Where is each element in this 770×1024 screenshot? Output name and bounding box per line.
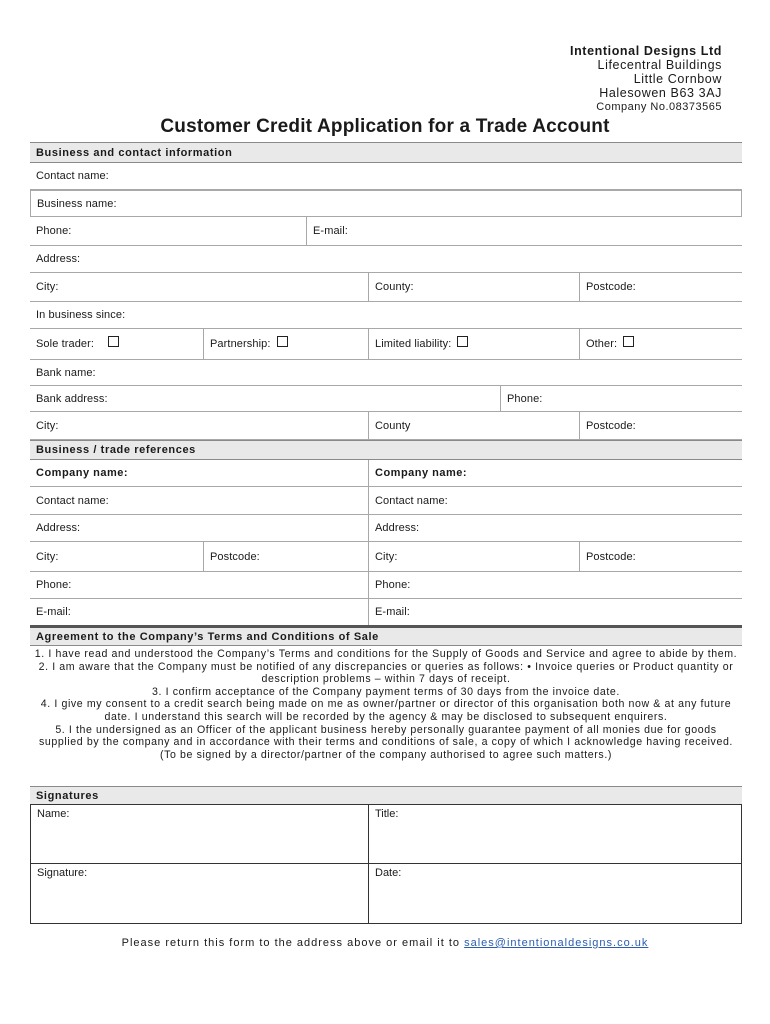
ref2-city[interactable]: City:	[368, 542, 579, 571]
business-name-row[interactable]	[30, 190, 742, 217]
ref1-postcode[interactable]: Postcode:	[203, 542, 368, 571]
limited-liability-checkbox[interactable]	[457, 336, 468, 347]
agreement-terms	[34, 648, 738, 761]
business-name-label: Business name:	[37, 197, 117, 210]
ref-company-row	[30, 460, 742, 487]
ref-phone-row	[30, 572, 742, 599]
address-label: Address:	[36, 253, 81, 265]
page-title: Customer Credit Application for a Trade Account	[160, 116, 610, 137]
address-line-3: Halesowen B63 3AJ	[599, 86, 722, 100]
ref1-email[interactable]: E-mail:	[36, 606, 71, 618]
footer-note	[0, 937, 770, 949]
address-line-2: Little Cornbow	[633, 72, 722, 86]
bank-postcode-field[interactable]: Postcode:	[579, 412, 742, 439]
limited-liability-option[interactable]	[368, 329, 579, 359]
agreement-section-header: Agreement to the Company’s Terms and Conditions of Sale	[30, 626, 742, 646]
bank-address-row	[30, 386, 742, 412]
other-option[interactable]	[579, 329, 742, 359]
signature-date-field[interactable]: Date:	[375, 867, 402, 879]
bank-city-field[interactable]: City:	[36, 419, 59, 432]
partnership-label: Partnership:	[210, 338, 271, 350]
in-business-since-row[interactable]	[30, 302, 742, 329]
address-row[interactable]	[30, 246, 742, 273]
signature-name-field[interactable]: Name:	[31, 805, 369, 864]
bank-address-field[interactable]: Bank address:	[36, 392, 108, 405]
partnership-option[interactable]	[203, 329, 368, 359]
postcode-field[interactable]: Postcode:	[579, 273, 742, 301]
footer-email-link[interactable]: sales@intentionaldesigns.co.uk	[464, 937, 649, 949]
ref1-contact-name[interactable]: Contact name:	[36, 494, 109, 507]
address-line-1: Lifecentral Buildings	[597, 58, 722, 72]
contact-name-label: Contact name:	[36, 170, 109, 182]
agreement-item-5: 5. I the undersigned as an Officer of the applicant business hereby personally guarantee payment of all monies due for goods supplied by the company and in accordance with their terms and conditions of sale, a copy of which I acknowledge having received. (To be signed by a director/partner of the company authorised to agree such matters.)	[39, 723, 733, 761]
contact-name-row[interactable]	[30, 163, 742, 190]
ref2-email[interactable]: E-mail:	[368, 599, 742, 625]
in-business-since-label: In business since:	[36, 309, 126, 321]
city-field[interactable]: City:	[36, 281, 59, 293]
signatures-table	[30, 804, 742, 924]
references-section-header: Business / trade references	[30, 440, 742, 460]
sole-trader-checkbox[interactable]	[108, 336, 119, 347]
ref2-postcode[interactable]: Postcode:	[579, 542, 742, 571]
signature-field[interactable]: Signature:	[31, 864, 369, 923]
agreement-item-1: 1. I have read and understood the Company’s Terms and conditions for the Supply of Goods and Service and agree to abide by them.	[34, 648, 738, 660]
agreement-item-3: 3. I confirm acceptance of the Company payment terms of 30 days from the invoice date.	[152, 685, 620, 698]
ref1-company-name[interactable]: Company name:	[36, 467, 129, 479]
signatures-section-header: Signatures	[30, 786, 742, 805]
company-number: Company No.08373565	[596, 101, 722, 113]
bank-phone-field[interactable]: Phone:	[500, 386, 742, 411]
ref-contact-row	[30, 487, 742, 515]
city-county-row	[30, 273, 742, 302]
company-address-block	[570, 44, 722, 114]
agreement-item-4: 4. I give my consent to a credit search being made on me as owner/partner or director of this organisation both now & at any future date. I understand this search will be recorded by the agency & may be disclosed to subsequent enquirers.	[40, 698, 732, 723]
ref1-address[interactable]: Address:	[36, 522, 81, 534]
ref1-city[interactable]: City:	[36, 550, 59, 563]
partnership-checkbox[interactable]	[277, 336, 288, 347]
ref-email-row	[30, 599, 742, 626]
company-name: Intentional Designs Ltd	[570, 44, 722, 58]
bank-name-label: Bank name:	[36, 366, 96, 379]
limited-liability-label: Limited liability:	[375, 338, 452, 350]
sole-trader-label: Sole trader:	[36, 338, 95, 350]
phone-email-row	[30, 217, 742, 246]
ref2-contact-name[interactable]: Contact name:	[368, 487, 742, 514]
email-field[interactable]: E-mail:	[306, 217, 742, 245]
business-type-row	[30, 329, 742, 360]
ref-city-row	[30, 542, 742, 572]
ref2-address[interactable]: Address:	[368, 515, 742, 541]
bank-county-field[interactable]: County	[368, 412, 579, 439]
sole-trader-option[interactable]	[30, 329, 203, 359]
agreement-item-2: 2. I am aware that the Company must be notified of any discrepancies or queries as follows: • Invoice queries or Product quantity or description problems – within 7 days of receipt.	[38, 660, 734, 686]
other-label: Other:	[586, 338, 618, 350]
business-section-header: Business and contact information	[30, 142, 742, 163]
bank-name-row[interactable]	[30, 360, 742, 386]
phone-field[interactable]: Phone:	[36, 225, 72, 237]
county-field[interactable]: County:	[368, 273, 579, 301]
ref1-phone[interactable]: Phone:	[36, 579, 72, 591]
bank-city-row	[30, 412, 742, 440]
signature-title-field[interactable]: Title:	[369, 805, 741, 864]
footer-text: Please return this form to the address above or email it to	[121, 937, 465, 949]
ref-address-row	[30, 515, 742, 542]
ref2-company-name[interactable]: Company name:	[368, 460, 742, 486]
ref2-phone[interactable]: Phone:	[368, 572, 742, 598]
other-checkbox[interactable]	[623, 336, 634, 347]
